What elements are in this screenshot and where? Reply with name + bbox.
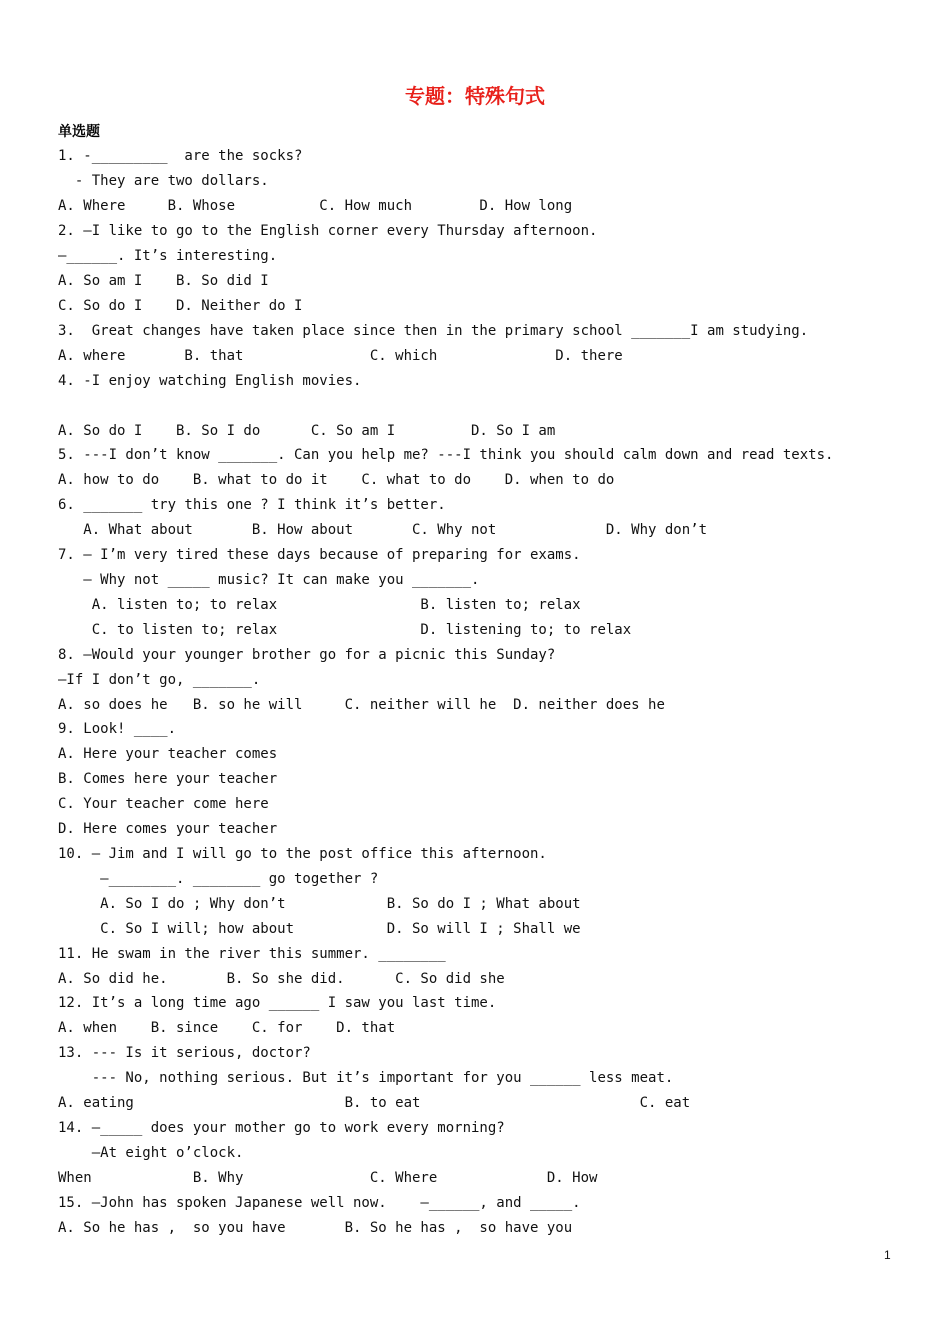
- text-line: A. So am I B. So did I: [58, 273, 269, 289]
- page-number: 1: [884, 1248, 891, 1262]
- text-line: 11. He swam in the river this summer. ________: [58, 946, 446, 962]
- text-line: A. Here your teacher comes: [58, 746, 278, 762]
- text-line: When B. Why C. Where D. How: [58, 1170, 598, 1186]
- text-line: 13. --- Is it serious, doctor?: [58, 1045, 311, 1061]
- text-line: C. to listen to; relax D. listening to; to relax: [58, 622, 632, 638]
- text-line: A. So I do ; Why don’t B. So do I ; What about: [58, 896, 581, 912]
- text-line: - They are two dollars.: [58, 173, 269, 189]
- text-line: B. Comes here your teacher: [58, 771, 278, 787]
- text-line: A. so does he B. so he will C. neither will he D. neither does he: [58, 697, 665, 713]
- text-line: —If I don’t go, _______.: [58, 672, 261, 688]
- text-line: 6. _______ try this one ? I think it’s better.: [58, 497, 446, 513]
- text-line: 4. -I enjoy watching English movies.: [58, 373, 362, 389]
- text-line: C. Your teacher come here: [58, 796, 269, 812]
- text-line: 8. —Would your younger brother go for a picnic this Sunday?: [58, 647, 556, 663]
- page-title: 专题：特殊句式: [405, 84, 545, 108]
- text-line: A. What about B. How about C. Why not D. Why don’t: [58, 522, 708, 538]
- text-line: —At eight o’clock.: [58, 1145, 244, 1161]
- text-line: — Why not _____ music? It can make you _______.: [58, 572, 480, 588]
- text-line: A. where B. that C. which D. there: [58, 348, 623, 364]
- text-line: 15. —John has spoken Japanese well now. —______, and _____.: [58, 1195, 581, 1211]
- text-line: A. when B. since C. for D. that: [58, 1020, 396, 1036]
- text-line: C. So I will; how about D. So will I ; Shall we: [58, 921, 581, 937]
- text-line: 2. —I like to go to the English corner every Thursday afternoon.: [58, 223, 598, 239]
- text-line: A. So did he. B. So she did. C. So did she: [58, 971, 505, 987]
- text-line: A. listen to; to relax B. listen to; relax: [58, 597, 581, 613]
- text-line: 1. -_________ are the socks?: [58, 148, 303, 164]
- text-line: A. So he has , so you have B. So he has , so have you: [58, 1220, 573, 1236]
- text-line: C. So do I D. Neither do I: [58, 298, 303, 314]
- text-line: 12. It’s a long time ago ______ I saw you last time.: [58, 995, 497, 1011]
- text-line: A. So do I B. So I do C. So am I D. So I am: [58, 423, 556, 439]
- text-line: A. how to do B. what to do it C. what to do D. when to do: [58, 472, 615, 488]
- text-line: 10. — Jim and I will go to the post office this afternoon.: [58, 846, 547, 862]
- text-line: D. Here comes your teacher: [58, 821, 278, 837]
- text-line: 9. Look! ____.: [58, 721, 177, 737]
- text-line: —________. ________ go together ?: [58, 871, 379, 887]
- text-line: A. eating B. to eat C. eat: [58, 1095, 691, 1111]
- text-line: 3. Great changes have taken place since then in the primary school _______I am studying.: [58, 323, 809, 339]
- text-line: 14. —_____ does your mother go to work every morning?: [58, 1120, 505, 1136]
- section-heading: 单选题: [58, 124, 100, 140]
- text-line: 7. — I’m very tired these days because of preparing for exams.: [58, 547, 581, 563]
- text-line: A. Where B. Whose C. How much D. How long: [58, 198, 573, 214]
- text-line: —______. It’s interesting.: [58, 248, 278, 264]
- text-line: --- No, nothing serious. But it’s important for you ______ less meat.: [58, 1070, 674, 1086]
- text-line: 5. ---I don’t know _______. Can you help me? ---I think you should calm down and read texts.: [58, 447, 834, 463]
